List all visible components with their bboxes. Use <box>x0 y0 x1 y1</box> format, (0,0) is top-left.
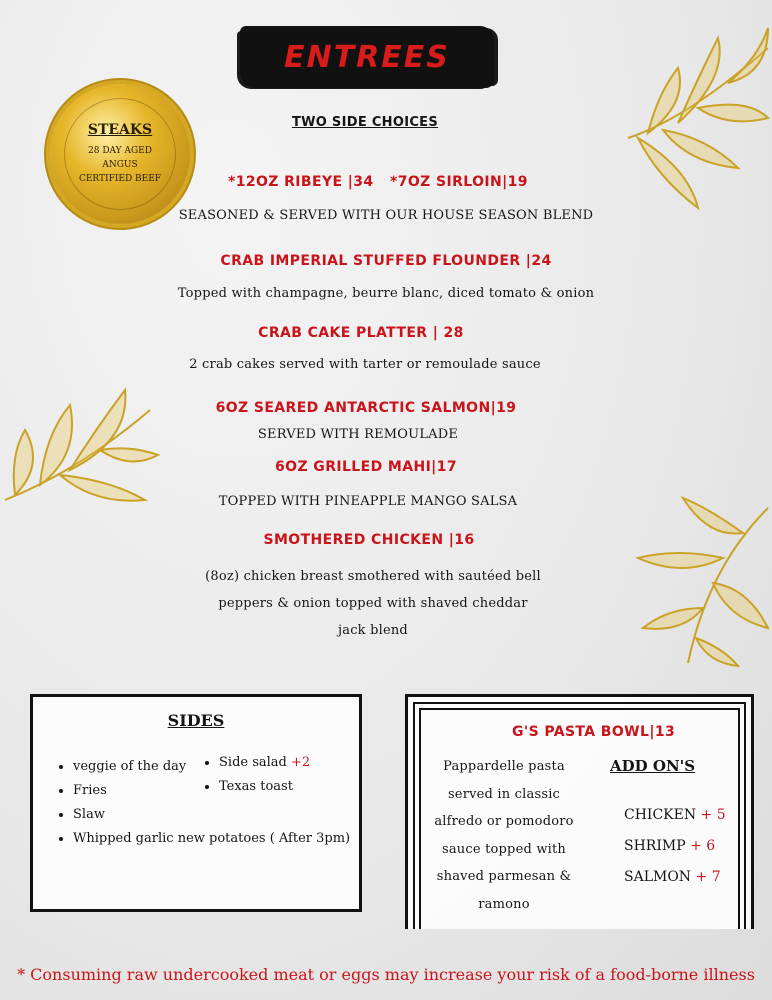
addons-list <box>624 800 726 893</box>
list-item: SALMON + 7 <box>624 869 721 885</box>
list-item: • Slaw <box>73 807 373 822</box>
crab-cake-description: 2 crab cakes served with tarter or remoulade sauce <box>189 357 541 372</box>
steaks-seal <box>50 84 190 224</box>
pasta-description: Pappardelle pasta served in classic alfredo or pomodoro sauce topped with shaved parmesan & ramono <box>434 759 574 912</box>
mahi-title: 6OZ GRILLED MAHI|17 <box>275 459 457 475</box>
seal-title: STEAKS <box>87 122 153 138</box>
gold-leaf-branch-icon <box>628 488 772 668</box>
pasta-title: G'S PASTA BOWL|13 <box>512 724 676 740</box>
salmon-title: 6OZ SEARED ANTARCTIC SALMON|19 <box>215 400 517 416</box>
sirloin-title: *7OZ SIRLOIN|19 <box>390 174 528 190</box>
mahi-description: TOPPED WITH PINEAPPLE MANGO SALSA <box>218 494 518 509</box>
list-item: • veggie of the day <box>73 759 373 774</box>
list-item: • Whipped garlic new potatoes ( After 3pm) <box>73 831 373 846</box>
list-item: • Side salad +2 <box>219 755 359 770</box>
side-salad-price: +2 <box>291 755 311 770</box>
list-item: CHICKEN + 5 <box>624 807 726 823</box>
crab-cake-title: CRAB CAKE PLATTER | 28 <box>258 325 464 341</box>
food-safety-footnote: * Consuming raw undercooked meat or eggs may increase your risk of a food-borne illness <box>17 965 755 984</box>
list-item: • Texas toast <box>219 779 359 794</box>
two-side-choices-note: TWO SIDE CHOICES <box>291 115 439 130</box>
chicken-title: SMOTHERED CHICKEN |16 <box>263 532 475 548</box>
seal-text: 28 DAY AGED ANGUS CERTIFIED BEEF <box>78 146 162 184</box>
header-banner <box>240 26 494 88</box>
steak-description: SEASONED & SERVED WITH OUR HOUSE SEASON BLEND <box>178 208 594 223</box>
list-item: • Fries <box>73 783 373 798</box>
gold-leaf-branch-icon <box>618 18 772 228</box>
ribeye-title: *12OZ RIBEYE |34 <box>228 174 374 190</box>
page-title: ENTREES <box>284 39 450 75</box>
addons-title: ADD ON'S <box>610 757 696 775</box>
sides-box <box>30 694 362 912</box>
sides-title: SIDES <box>167 711 225 730</box>
pasta-box <box>405 694 754 929</box>
sides-list-right <box>201 755 359 803</box>
flounder-title: CRAB IMPERIAL STUFFED FLOUNDER |24 <box>220 253 552 269</box>
chicken-description: (8oz) chicken breast smothered with sautéed bell peppers & onion topped with shaved cheddar jack blend <box>205 569 541 638</box>
salmon-description: SERVED WITH REMOULADE <box>257 427 459 442</box>
list-item: SHRIMP + 6 <box>624 838 716 854</box>
flounder-description: Topped with champagne, beurre blanc, diced tomato & onion <box>177 286 595 301</box>
